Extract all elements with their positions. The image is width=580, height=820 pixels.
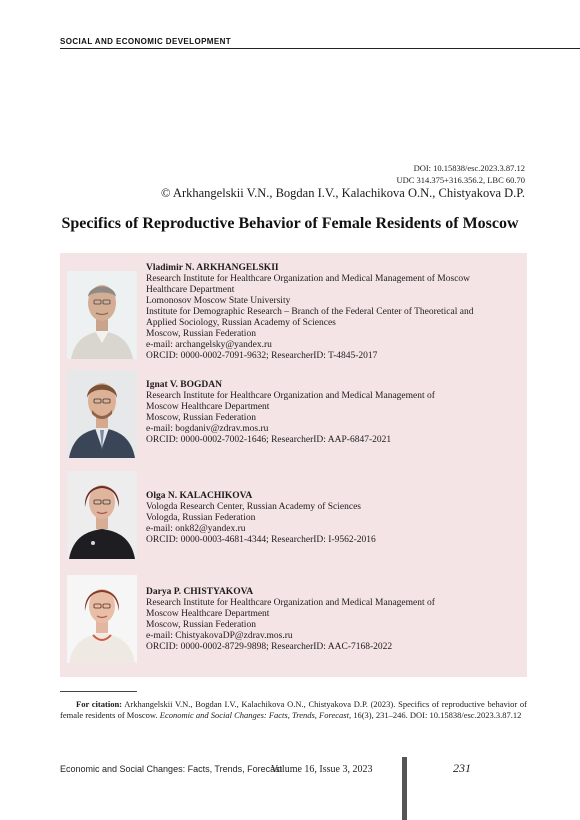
author-affiliation: Applied Sociology, Russian Academy of Sciences: [146, 318, 336, 328]
footer-volume: Volume 16, Issue 3, 2023: [271, 764, 373, 775]
author-name: Vladimir N. ARKHANGELSKII: [146, 263, 279, 273]
author-location: Moscow, Russian Federation: [146, 329, 256, 339]
footnote-divider: [60, 691, 137, 692]
author-location: Moscow, Russian Federation: [146, 413, 256, 423]
footer-journal: Economic and Social Changes: Facts, Trends, Forecast: [60, 764, 283, 774]
author-affiliation: Research Institute for Healthcare Organization and Medical Management of: [146, 598, 435, 608]
citation-journal: Economic and Social Changes: Facts, Trends, Forecast: [159, 710, 349, 720]
citation-label: For citation:: [76, 699, 123, 709]
author-name: Ignat V. BOGDAN: [146, 380, 222, 390]
udc-line: UDC 314.375+316.356.2, LBC 60.70: [396, 175, 525, 185]
author-info: [146, 263, 521, 362]
author-ids: ORCID: 0000-0002-7091-9632; ResearcherID: T-4845-2017: [146, 351, 378, 361]
footer-divider-bar: [402, 757, 407, 820]
header-divider: [60, 48, 580, 49]
author-info: [146, 380, 521, 446]
citation-text-end: , 16(3), 231–246. DOI: 10.15838/esc.2023.3.87.12: [348, 710, 522, 720]
copyright-line: © Arkhangelskii V.N., Bogdan I.V., Kalachikova O.N., Chistyakova D.P.: [161, 186, 525, 200]
author-affiliation: Research Institute for Healthcare Organization and Medical Management of: [146, 391, 435, 401]
author-photo: [67, 575, 137, 663]
author-email: e-mail: bogdaniv@zdrav.mos.ru: [146, 424, 269, 434]
author-photo: [67, 370, 137, 458]
citation-text: Arkhangelskii V.N., Bogdan I.V., Kalachikova O.N., Chistyakova D.P. (2023). Specifics of reproductive behavior of female residents of Moscow.: [60, 699, 527, 720]
author-location: Moscow, Russian Federation: [146, 620, 256, 630]
author-affiliation: Research Institute for Healthcare Organization and Medical Management of Moscow: [146, 274, 471, 284]
author-ids: ORCID: 0000-0002-8729-9898; ResearcherID: AAC-7168-2022: [146, 642, 393, 652]
author-name: Olga N. KALACHIKOVA: [146, 491, 253, 501]
author-email: e-mail: onk82@yandex.ru: [146, 524, 246, 534]
author-ids: ORCID: 0000-0002-7002-1646; ResearcherID: AAP-6847-2021: [146, 435, 392, 445]
authors-panel: [60, 253, 527, 677]
article-title: Specifics of Reproductive Behavior of Female Residents of Moscow: [61, 215, 519, 232]
author-affiliation: Moscow Healthcare Department: [146, 402, 270, 412]
section-header: SOCIAL AND ECONOMIC DEVELOPMENT: [60, 37, 232, 46]
author-affiliation: Healthcare Department: [146, 285, 235, 295]
doi-line: DOI: 10.15838/esc.2023.3.87.12: [413, 163, 525, 173]
author-affiliation: Institute for Demographic Research – Branch of the Federal Center of Theoretical and: [146, 307, 474, 317]
author-affiliation: Lomonosov Moscow State University: [146, 296, 291, 306]
author-email: e-mail: ChistyakovaDP@zdrav.mos.ru: [146, 631, 293, 641]
author-affiliation: Vologda Research Center, Russian Academy of Sciences: [146, 502, 361, 512]
author-photo: [67, 271, 137, 359]
author-location: Vologda, Russian Federation: [146, 513, 256, 523]
citation-footnote: [60, 699, 527, 721]
page-number: 231: [453, 761, 471, 775]
author-affiliation: Moscow Healthcare Department: [146, 609, 270, 619]
author-ids: ORCID: 0000-0003-4681-4344; ResearcherID: I-9562-2016: [146, 535, 376, 545]
author-photo: [67, 471, 137, 559]
author-email: e-mail: archangelsky@yandex.ru: [146, 340, 272, 350]
author-info: [146, 491, 521, 546]
author-info: [146, 587, 521, 653]
author-name: Darya P. CHISTYAKOVA: [146, 587, 254, 597]
